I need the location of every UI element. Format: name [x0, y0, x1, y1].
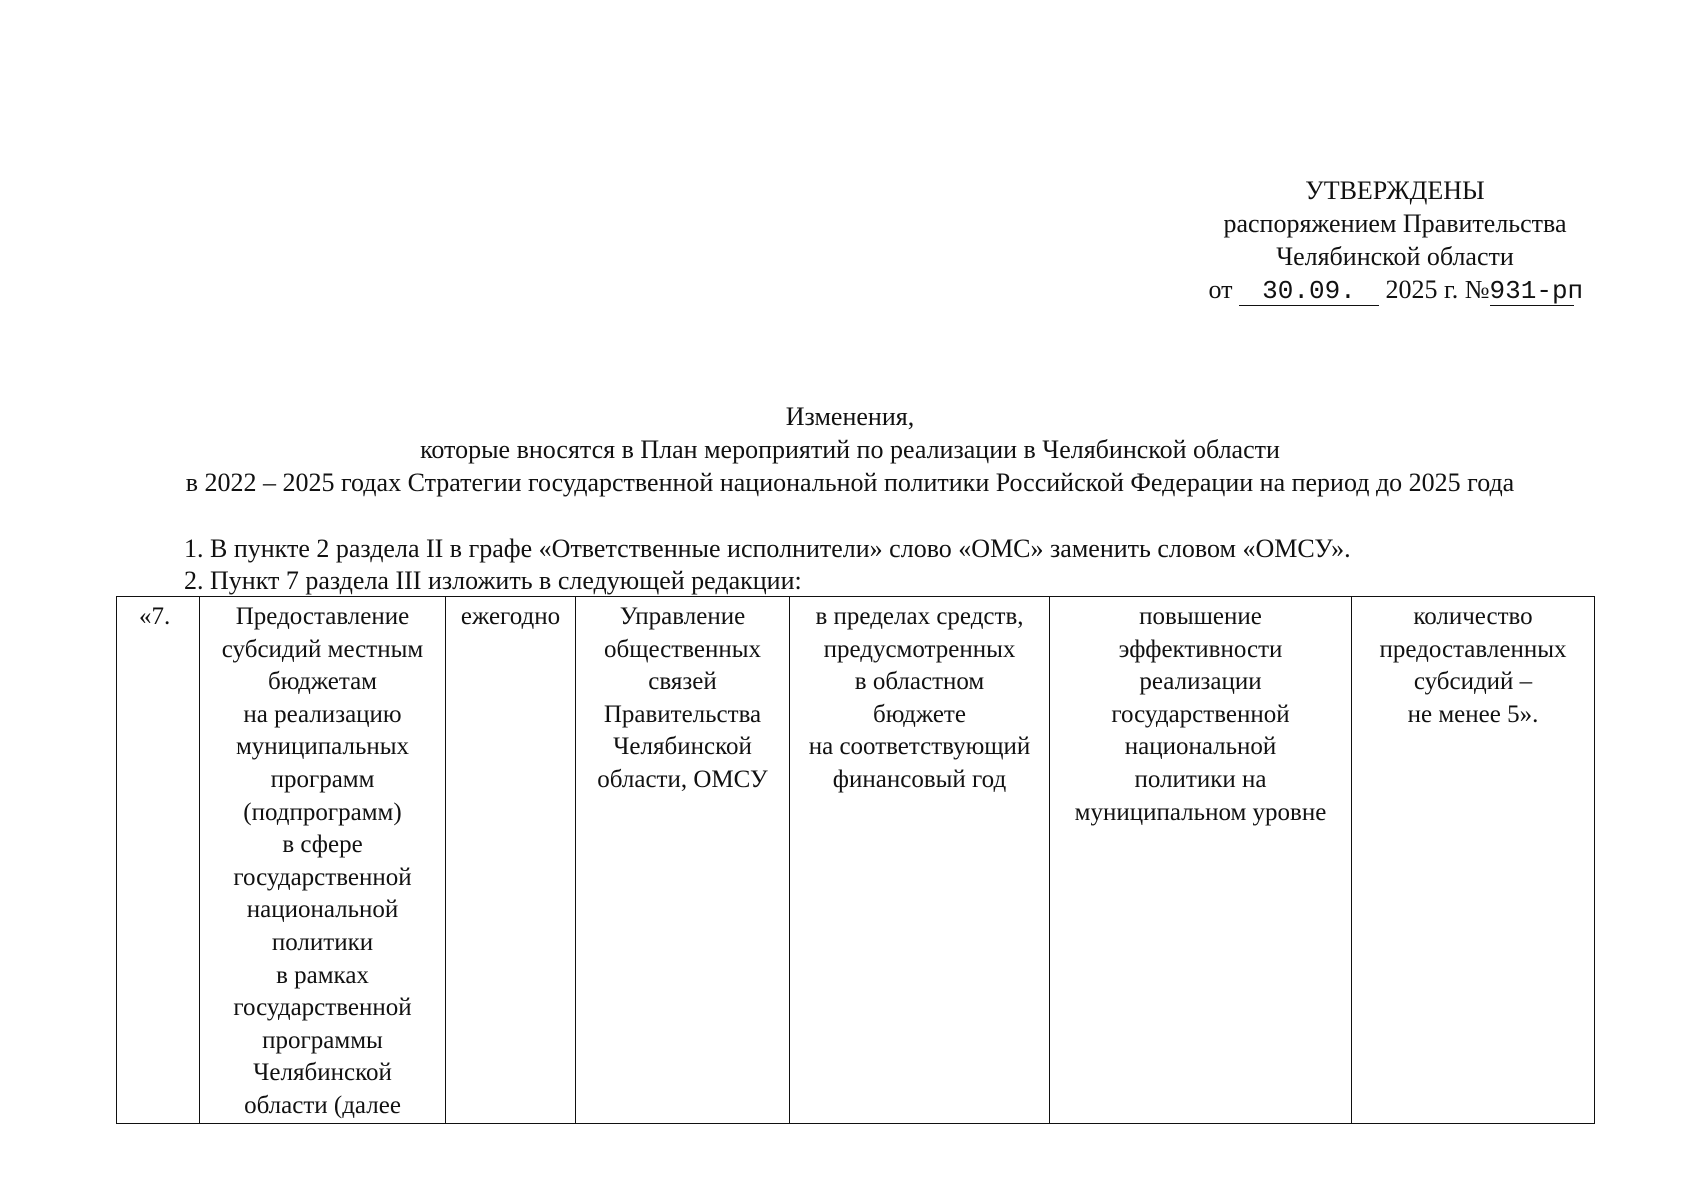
cell-indicator: [1352, 597, 1595, 1124]
cell-executors: [576, 597, 790, 1124]
cell-line: политики на: [1134, 765, 1267, 793]
cell-line: Предоставление: [235, 603, 410, 630]
cell-line: Челябинской: [253, 1059, 392, 1087]
from-label: от: [1208, 275, 1233, 304]
cell-line: государственной: [233, 994, 412, 1022]
approval-heading: УТВЕРЖДЕНЫ: [1305, 176, 1485, 205]
year-number-label: 2025 г. №: [1385, 275, 1490, 304]
approval-stamp: [1190, 174, 1600, 306]
cell-line: в сфере: [282, 831, 363, 859]
cell-line: связей: [648, 668, 717, 696]
cell-line: национальной: [1124, 733, 1277, 761]
cell-line: на реализацию: [243, 700, 402, 728]
cell-line: в областном: [854, 668, 985, 696]
cell-line: бюджетам: [267, 668, 378, 696]
cell-line: (подпрограмм): [243, 798, 402, 826]
cell-line: предоставленных: [1379, 635, 1567, 663]
cell-line: национальной: [246, 896, 399, 924]
title-line-3: в 2022 – 2025 годах Стратегии государственной национальной политики Российской Федерации на период до 2025 года: [185, 468, 1515, 497]
cell-line: государственной: [1111, 700, 1290, 728]
cell-funding: [790, 597, 1050, 1124]
cell-line: Правительства: [603, 700, 762, 728]
table-row: [117, 597, 1595, 1124]
title-line-1: Изменения,: [785, 402, 915, 431]
cell-line: программ: [270, 765, 375, 793]
cell-event: [200, 597, 446, 1124]
cell-line: реализации: [1139, 668, 1262, 696]
approval-date-line: [1182, 273, 1600, 306]
cell-line: на соответствующий: [808, 733, 1031, 761]
cell-line: области, ОМСУ: [597, 765, 768, 793]
cell-line: эффективности: [1118, 635, 1283, 663]
cell-line: бюджете: [873, 700, 966, 728]
cell-line: «7.: [139, 603, 171, 630]
cell-line: программы: [262, 1026, 383, 1054]
plan-table: [116, 596, 1595, 1124]
paragraph-2: 2. Пункт 7 раздела III изложить в следующей редакции:: [184, 566, 802, 595]
cell-line: политики: [271, 928, 374, 956]
cell-line: общественных: [603, 635, 762, 663]
cell-period: [446, 597, 576, 1124]
cell-line: Челябинской: [613, 733, 752, 761]
cell-line: субсидий местным: [221, 635, 424, 663]
title-line-2: которые вносятся в План мероприятий по реализации в Челябинской области: [420, 435, 1280, 464]
cell-result: [1050, 597, 1352, 1124]
cell-line: Управление: [619, 603, 746, 630]
document-title: [60, 400, 1640, 499]
cell-line: муниципальных: [235, 733, 410, 761]
cell-line: не менее 5».: [1407, 700, 1539, 728]
cell-line: субсидий –: [1413, 668, 1533, 696]
cell-line: в рамках: [276, 961, 369, 989]
cell-line: повышение: [1139, 603, 1262, 630]
cell-line: государственной: [233, 863, 412, 891]
cell-line: количество: [1413, 603, 1533, 630]
cell-line: предусмотренных: [823, 635, 1016, 663]
approval-number: 931-рп: [1489, 276, 1584, 306]
cell-line: муниципальном уровне: [1074, 798, 1327, 826]
cell-line: финансовый год: [832, 765, 1007, 793]
cell-number: [117, 597, 200, 1124]
cell-line: области (далее: [244, 1091, 401, 1119]
approval-issuer: распоряжением Правительства: [1223, 209, 1567, 238]
approval-region: Челябинской области: [1276, 242, 1514, 271]
paragraph-1: 1. В пункте 2 раздела II в графе «Ответственные исполнители» слово «ОМС» заменить словом «ОМСУ».: [184, 534, 1351, 563]
cell-line: в пределах средств,: [815, 603, 1024, 630]
approval-date: 30.09.: [1239, 277, 1379, 306]
cell-line: ежегодно: [460, 603, 561, 630]
